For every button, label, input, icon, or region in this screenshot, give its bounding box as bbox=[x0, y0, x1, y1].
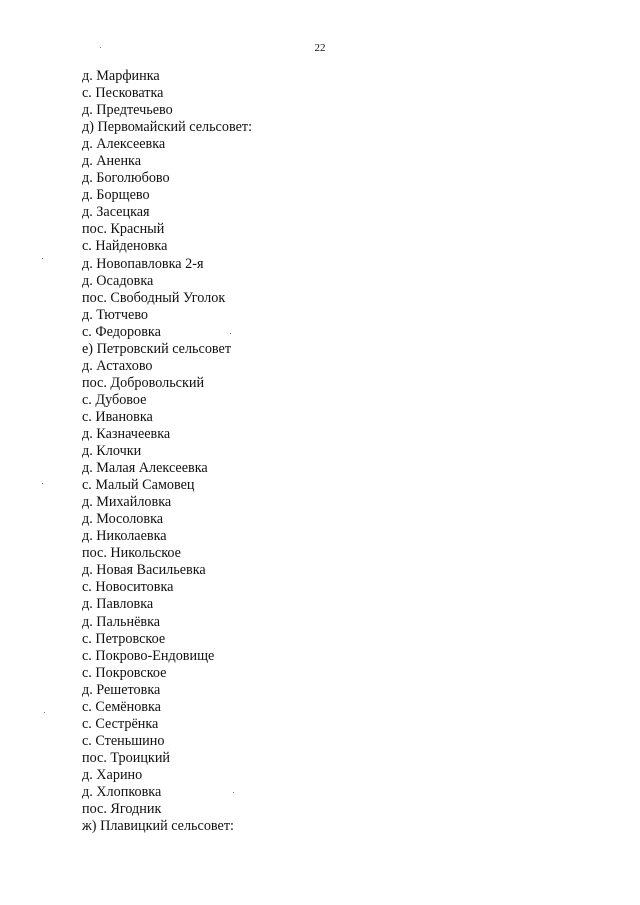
section-heading: е) Петровский сельсовет bbox=[82, 340, 232, 357]
list-item: с. Дубовое bbox=[82, 391, 147, 408]
list-item: д. Мосоловка bbox=[82, 511, 164, 528]
list-item: д. Алексеевка bbox=[82, 136, 166, 153]
scan-speck bbox=[42, 258, 43, 259]
list-item: д. Аненка bbox=[82, 153, 142, 170]
list-item: д. Казначеевка bbox=[82, 425, 171, 442]
section-heading: ж) Плавицкий сельсовет: bbox=[82, 818, 234, 835]
list-item: д. Марфинка bbox=[82, 68, 160, 84]
list-item: д. Решетовка bbox=[82, 681, 161, 698]
list-item: пос. Добровольский bbox=[82, 374, 205, 391]
scan-speck bbox=[233, 792, 234, 793]
list-item: с. Покровское bbox=[82, 664, 167, 681]
section-heading: д) Первомайский сельсовет: bbox=[82, 119, 253, 136]
scan-speck bbox=[100, 47, 101, 48]
list-item: с. Покрово-Ендовище bbox=[82, 647, 215, 664]
list-item: с. Найденовка bbox=[82, 238, 168, 255]
list-item: пос. Красный bbox=[82, 221, 165, 238]
list-item: с. Малый Самовец bbox=[82, 477, 195, 494]
scan-speck bbox=[230, 333, 231, 334]
list-item: д. Тютчево bbox=[82, 306, 149, 323]
list-item: с. Федоровка bbox=[82, 323, 161, 340]
list-item: д. Николаевка bbox=[82, 528, 167, 545]
list-item: д. Клочки bbox=[82, 443, 142, 460]
list-item: д. Предтечьево bbox=[82, 102, 173, 119]
list-item: д. Астахово bbox=[82, 357, 153, 374]
list-item: с. Ивановка bbox=[82, 408, 153, 425]
list-item: д. Пальнёвка bbox=[82, 613, 161, 630]
list-item: д. Новопавловка 2-я bbox=[82, 255, 204, 272]
list-item: д. Хлопковка bbox=[82, 783, 162, 800]
list-item: пос. Ягодник bbox=[82, 801, 162, 818]
list-item: пос. Никольское bbox=[82, 545, 181, 562]
scan-speck bbox=[42, 483, 43, 484]
list-item: с. Семёновка bbox=[82, 698, 161, 715]
list-item: д. Новая Васильевка bbox=[82, 562, 206, 579]
list-item: д. Малая Алексеевка bbox=[82, 460, 208, 477]
list-item: пос. Свободный Уголок bbox=[82, 289, 226, 306]
list-item: д. Павловка bbox=[82, 596, 154, 613]
list-item: д. Засецкая bbox=[82, 204, 150, 221]
list-item: д. Харино bbox=[82, 766, 143, 783]
list-item: д. Михайловка bbox=[82, 494, 172, 511]
list-item: д. Осадовка bbox=[82, 272, 154, 289]
scan-speck bbox=[44, 712, 45, 713]
list-item: д. Боголюбово bbox=[82, 170, 170, 187]
settlement-list bbox=[82, 68, 252, 835]
list-item: с. Стеньшино bbox=[82, 732, 165, 749]
list-item: д. Борщево bbox=[82, 187, 150, 204]
list-item: с. Песковатка bbox=[82, 85, 164, 102]
list-item: с. Новоситовка bbox=[82, 579, 174, 596]
list-item: пос. Троицкий bbox=[82, 749, 171, 766]
list-item: с. Петровское bbox=[82, 630, 166, 647]
list-item: с. Сестрёнка bbox=[82, 715, 159, 732]
page-number: 22 bbox=[314, 42, 326, 54]
